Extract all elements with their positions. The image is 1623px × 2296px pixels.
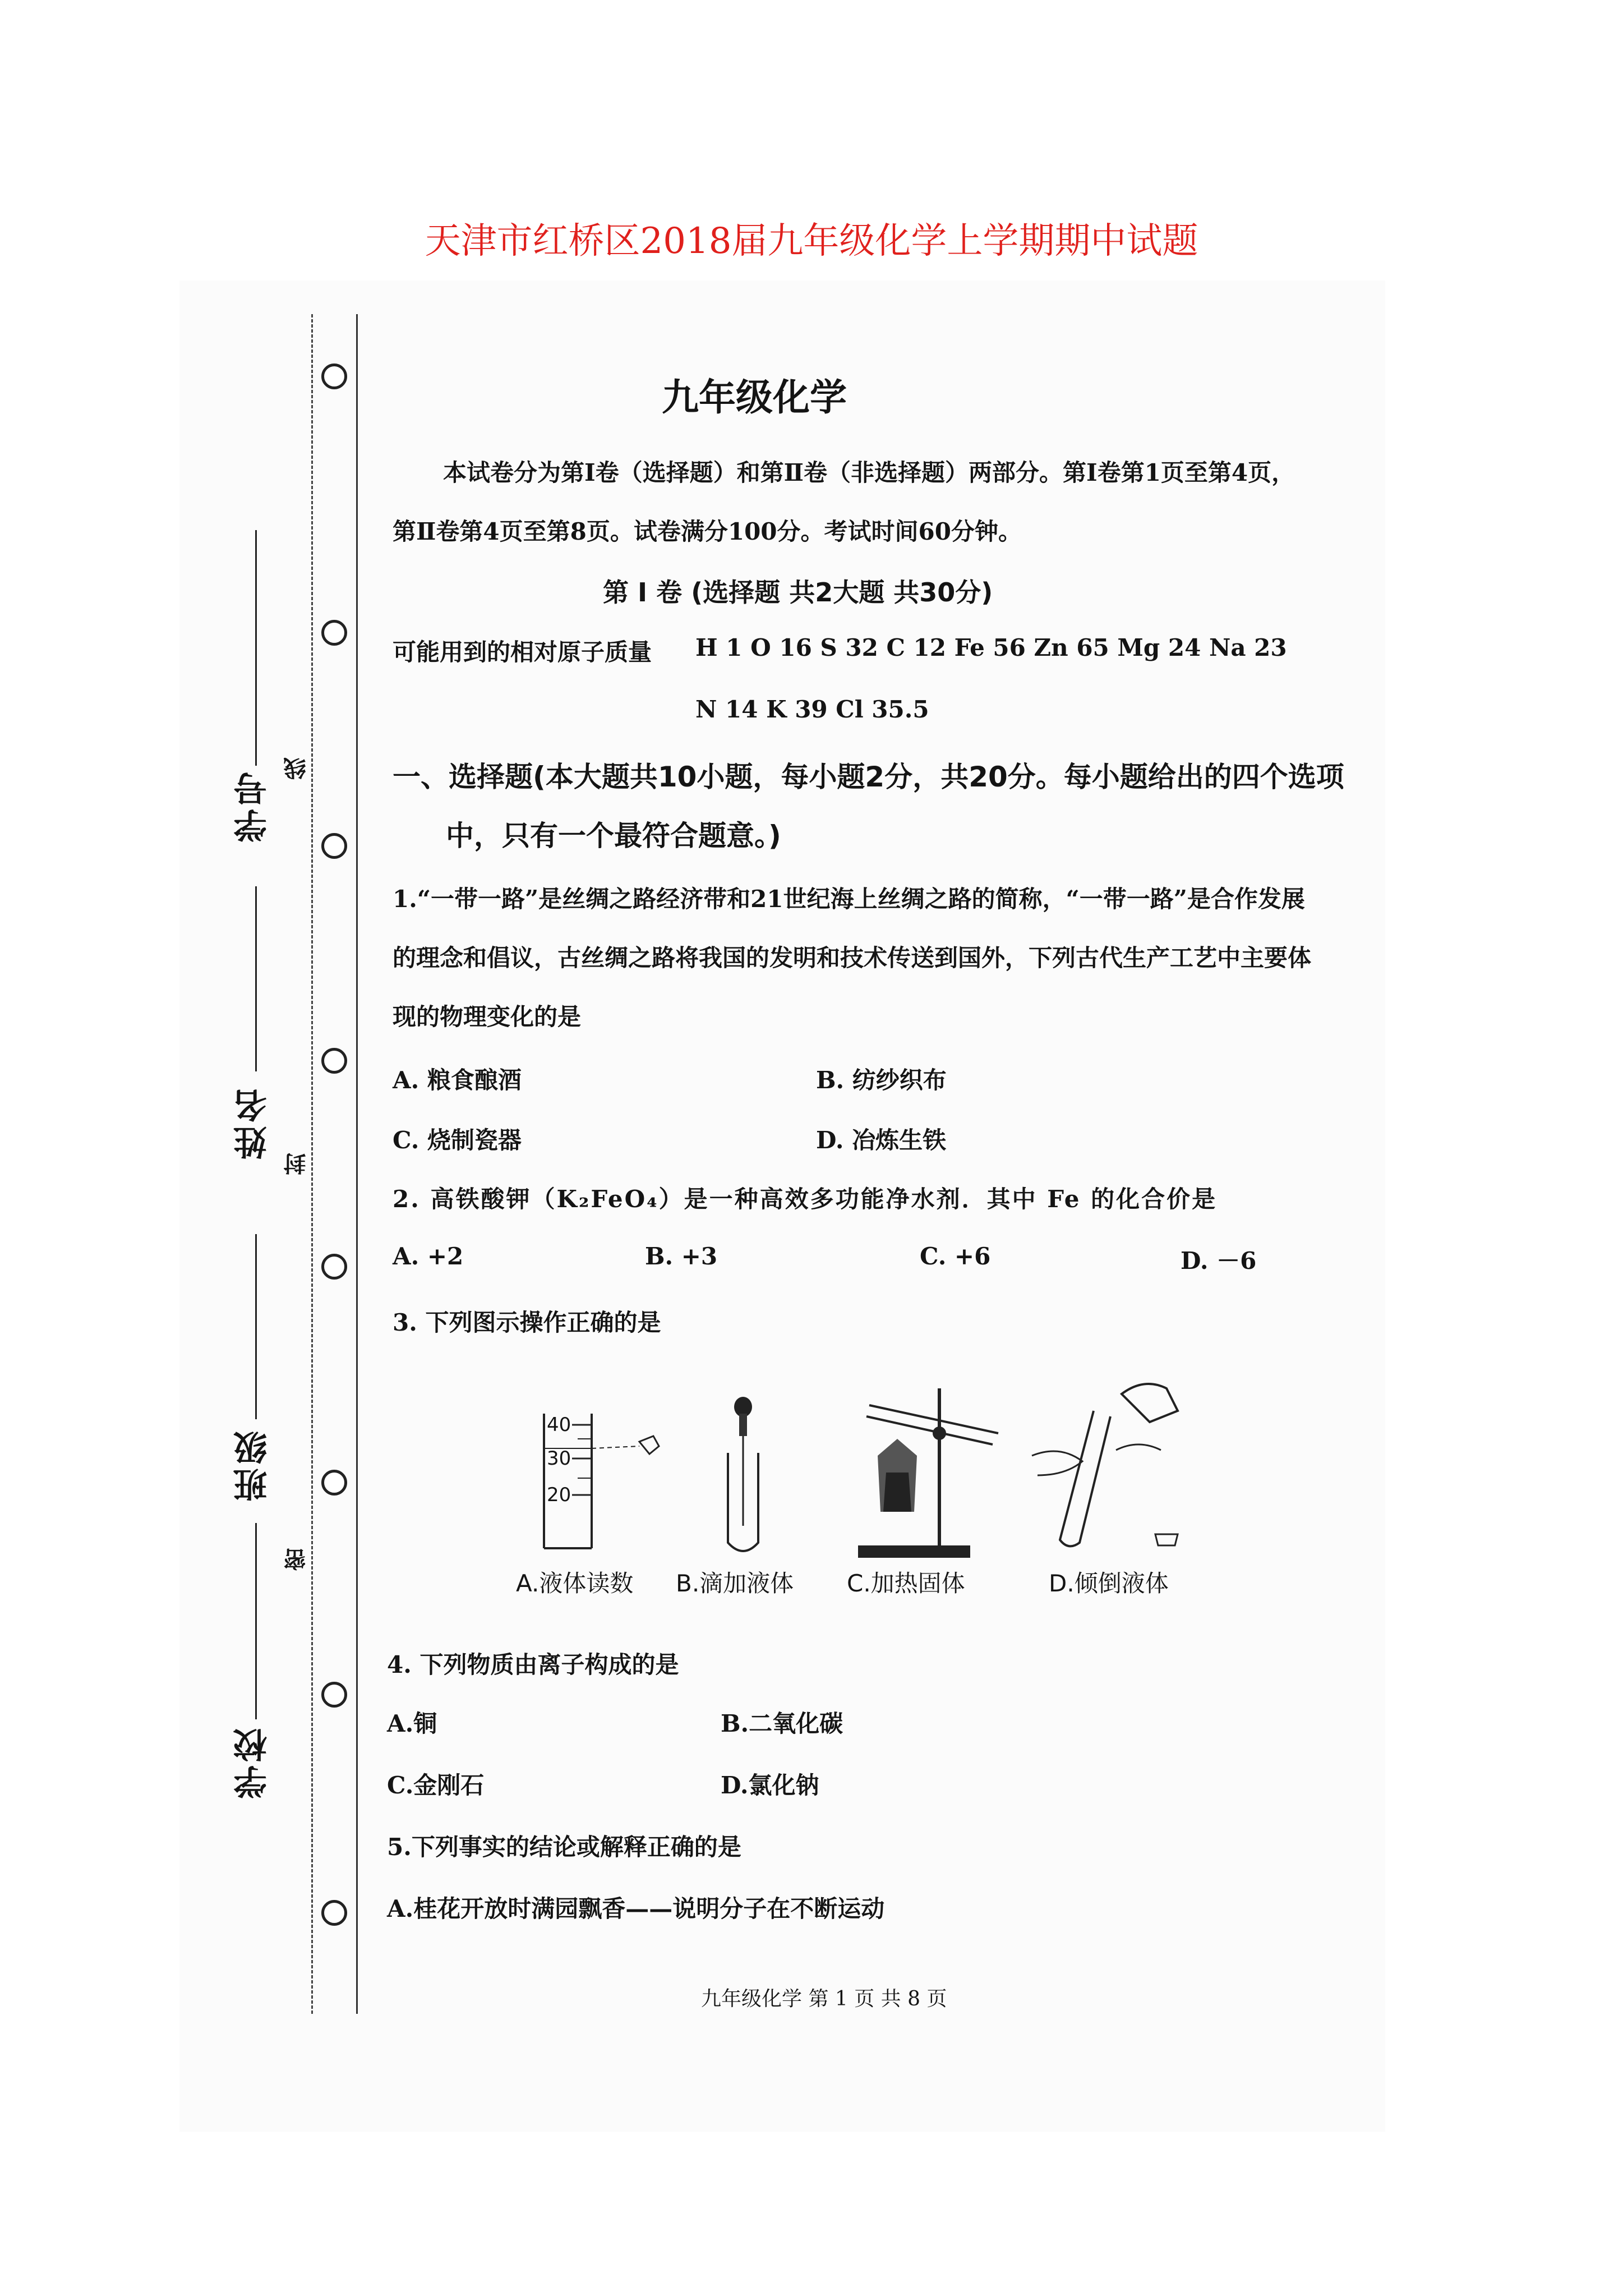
- figure-b-dropper-test-tube: [712, 1397, 780, 1565]
- q1-option-b: B. 纺纱织布: [816, 1066, 947, 1094]
- atomic-mass-label: 可能用到的相对原子质量: [393, 638, 652, 666]
- binding-hole: [321, 1900, 347, 1926]
- cylinder-tick-30: 30: [547, 1447, 571, 1470]
- section-title: 第 Ⅰ 卷 (选择题 共2大题 共30分): [603, 577, 993, 608]
- atomic-masses-1: H 1 O 16 S 32 C 12 Fe 56 Zn 65 Mg 24 Na 23: [695, 634, 1287, 661]
- q1-option-d: D. 冶炼生铁: [816, 1126, 947, 1154]
- binding-hole: [321, 1682, 347, 1708]
- figure-d-label: D.倾倒液体: [1049, 1570, 1169, 1597]
- figure-c-heating-solid: [852, 1383, 1021, 1568]
- q4-stem: 4. 下列物质由离子构成的是: [387, 1651, 679, 1678]
- exam-title: 九年级化学: [662, 376, 847, 419]
- name-label: 姓名: [233, 1085, 273, 1159]
- binding-hole: [321, 1254, 347, 1280]
- seal-word-seal: 封: [284, 1153, 310, 1175]
- page-footer: 九年级化学 第 1 页 共 8 页: [701, 1987, 947, 2010]
- q2-option-b: B. +3: [645, 1243, 718, 1270]
- class-blank: [255, 1234, 257, 1419]
- q1-option-c: C. 烧制瓷器: [393, 1126, 522, 1154]
- q1-line2: 的理念和倡议，古丝绸之路将我国的发明和技术传送到国外，下列古代生产工艺中主要体: [393, 944, 1312, 972]
- binding-hole: [321, 833, 347, 859]
- q1-option-a: A. 粮食酿酒: [393, 1066, 522, 1094]
- q1-line3: 现的物理变化的是: [393, 1003, 582, 1030]
- part1-heading-line1: 一、选择题(本大题共10小题，每小题2分，共20分。每小题给出的四个选项: [393, 761, 1344, 793]
- binding-solid-line: [356, 314, 358, 2014]
- seal-word-secret: 密: [284, 1548, 310, 1571]
- q2-stem: 2. 高铁酸钾（K₂FeO₄）是一种高效多功能净水剂．其中 Fe 的化合价是: [393, 1185, 1218, 1213]
- intro-line-1: 本试卷分为第Ⅰ卷（选择题）和第Ⅱ卷（非选择题）两部分。第Ⅰ卷第1页至第4页，: [443, 459, 1295, 486]
- document-title: 天津市红桥区2018届九年级化学上学期期中试题: [425, 220, 1198, 262]
- binding-hole: [321, 620, 347, 646]
- figure-d-pouring-liquid: [1026, 1372, 1206, 1562]
- name-blank: [255, 886, 257, 1071]
- q3-stem: 3. 下列图示操作正确的是: [393, 1309, 661, 1336]
- binding-hole: [321, 364, 347, 389]
- school-label: 学校: [233, 1725, 273, 1799]
- q2-option-a: A. +2: [393, 1243, 464, 1270]
- student-id-label: 学号: [233, 769, 273, 843]
- q5-option-a: A.桂花开放时满园飘香——说明分子在不断运动: [387, 1895, 885, 1922]
- q4-option-b: B.二氧化碳: [721, 1710, 843, 1737]
- binding-hole: [321, 1470, 347, 1496]
- figure-a-label: A.液体读数: [516, 1570, 634, 1597]
- school-blank: [255, 1523, 257, 1719]
- part1-heading-line2: 中，只有一个最符合题意。): [446, 820, 781, 852]
- q2-option-d: D. －6: [1181, 1247, 1257, 1274]
- class-label: 班级: [233, 1428, 273, 1502]
- q2-option-c: C. +6: [920, 1243, 991, 1270]
- cylinder-tick-20: 20: [547, 1484, 571, 1506]
- q4-option-c: C.金刚石: [387, 1772, 485, 1799]
- binding-hole: [321, 1048, 347, 1074]
- q4-option-a: A.铜: [387, 1710, 437, 1737]
- cylinder-tick-40: 40: [547, 1414, 571, 1436]
- intro-line-2: 第Ⅱ卷第4页至第8页。试卷满分100分。考试时间60分钟。: [393, 518, 1022, 545]
- figure-c-label: C.加热固体: [847, 1570, 965, 1597]
- figure-b-label: B.滴加液体: [676, 1570, 794, 1597]
- atomic-masses-2: N 14 K 39 Cl 35.5: [695, 696, 929, 723]
- q4-option-d: D.氯化钠: [721, 1772, 819, 1799]
- student-id-blank: [255, 530, 257, 766]
- q5-stem: 5.下列事实的结论或解释正确的是: [387, 1833, 741, 1861]
- seal-word-line: 线: [284, 757, 310, 780]
- q1-line1: 1.“一带一路”是丝绸之路经济带和21世纪海上丝绸之路的简称，“一带一路”是合作发展: [393, 885, 1305, 913]
